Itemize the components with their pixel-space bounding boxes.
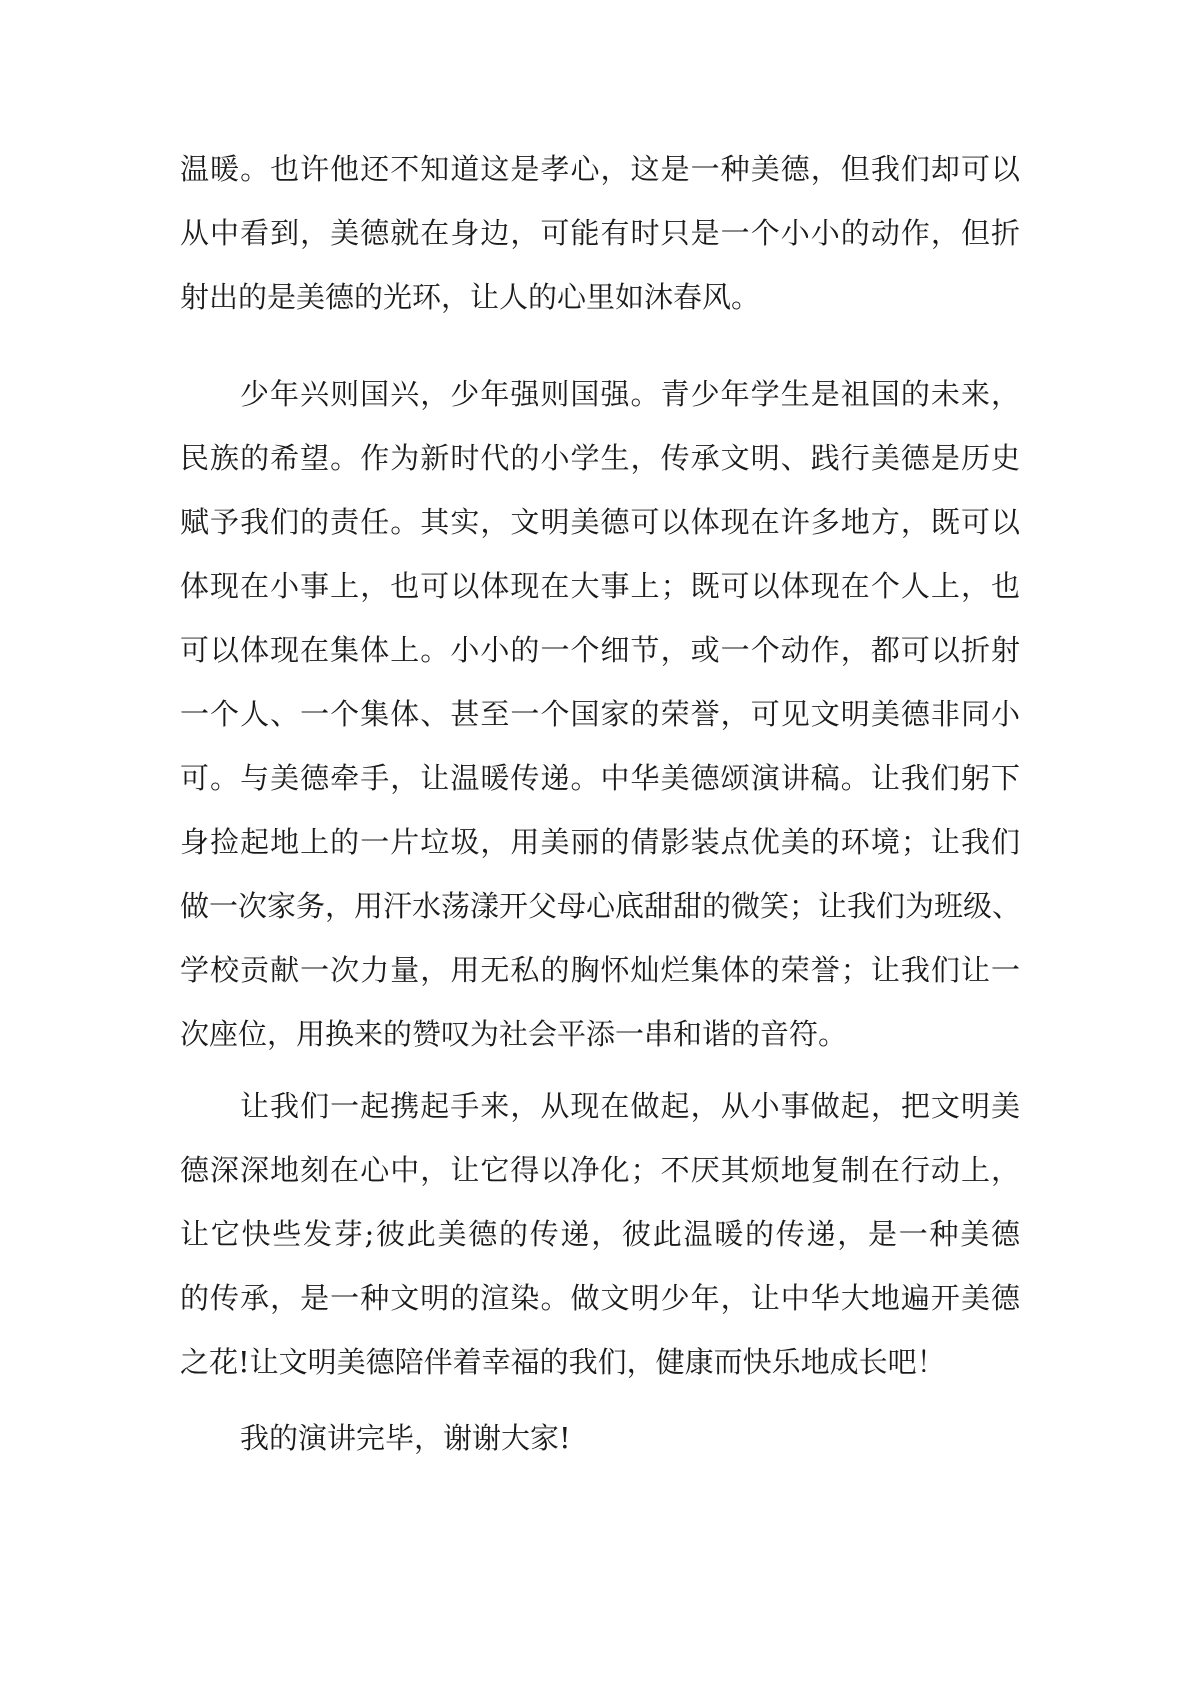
text-line: 可以体现在集体上。小小的一个细节，或一个动作，都可以折射 — [180, 633, 1020, 667]
text-line: 少年兴则国兴，少年强则国强。青少年学生是祖国的未来， — [240, 377, 1020, 411]
text-line: 的传承，是一种文明的渲染。做文明少年，让中华大地遍开美德 — [180, 1281, 1020, 1315]
paragraph-call-to-action — [180, 1074, 1020, 1394]
paragraph-closing — [180, 1406, 1020, 1470]
text-line: 温暖。也许他还不知道这是孝心，这是一种美德，但我们却可以 — [180, 152, 1020, 186]
text-line: 赋予我们的责任。其实，文明美德可以体现在许多地方，既可以 — [180, 505, 1020, 539]
text-line: 体现在小事上，也可以体现在大事上；既可以体现在个人上，也 — [180, 569, 1020, 603]
text-line: 民族的希望。作为新时代的小学生，传承文明、践行美德是历史 — [180, 441, 1020, 475]
paragraph-continuation — [180, 137, 1020, 329]
text-line: 从中看到，美德就在身边，可能有时只是一个小小的动作，但折 — [180, 216, 1020, 250]
text-line: 身捡起地上的一片垃圾，用美丽的倩影装点优美的环境；让我们 — [180, 825, 1020, 859]
text-line: 可。与美德牵手，让温暖传递。中华美德颂演讲稿。让我们躬下 — [180, 761, 1020, 795]
text-line: 我的演讲完毕，谢谢大家! — [240, 1421, 571, 1455]
text-line: 做一次家务，用汗水荡漾开父母心底甜甜的微笑；让我们为班级、 — [180, 889, 1022, 923]
text-line: 次座位，用换来的赞叹为社会平添一串和谐的音符。 — [180, 1017, 848, 1051]
paragraph-youth — [180, 362, 1020, 1066]
text-line: 之花!让文明美德陪伴着幸福的我们，健康而快乐地成长吧！ — [180, 1345, 946, 1379]
text-line: 学校贡献一次力量，用无私的胸怀灿烂集体的荣誉；让我们让一 — [180, 953, 1020, 987]
text-line: 德深深地刻在心中，让它得以净化；不厌其烦地复制在行动上， — [180, 1153, 1020, 1187]
text-line: 让我们一起携起手来，从现在做起，从小事做起，把文明美 — [240, 1089, 1020, 1123]
text-line: 让它快些发芽;彼此美德的传递，彼此温暖的传递，是一种美德 — [180, 1217, 1020, 1251]
text-line: 一个人、一个集体、甚至一个国家的荣誉，可见文明美德非同小 — [180, 697, 1020, 731]
text-line: 射出的是美德的光环，让人的心里如沐春风。 — [180, 280, 761, 314]
